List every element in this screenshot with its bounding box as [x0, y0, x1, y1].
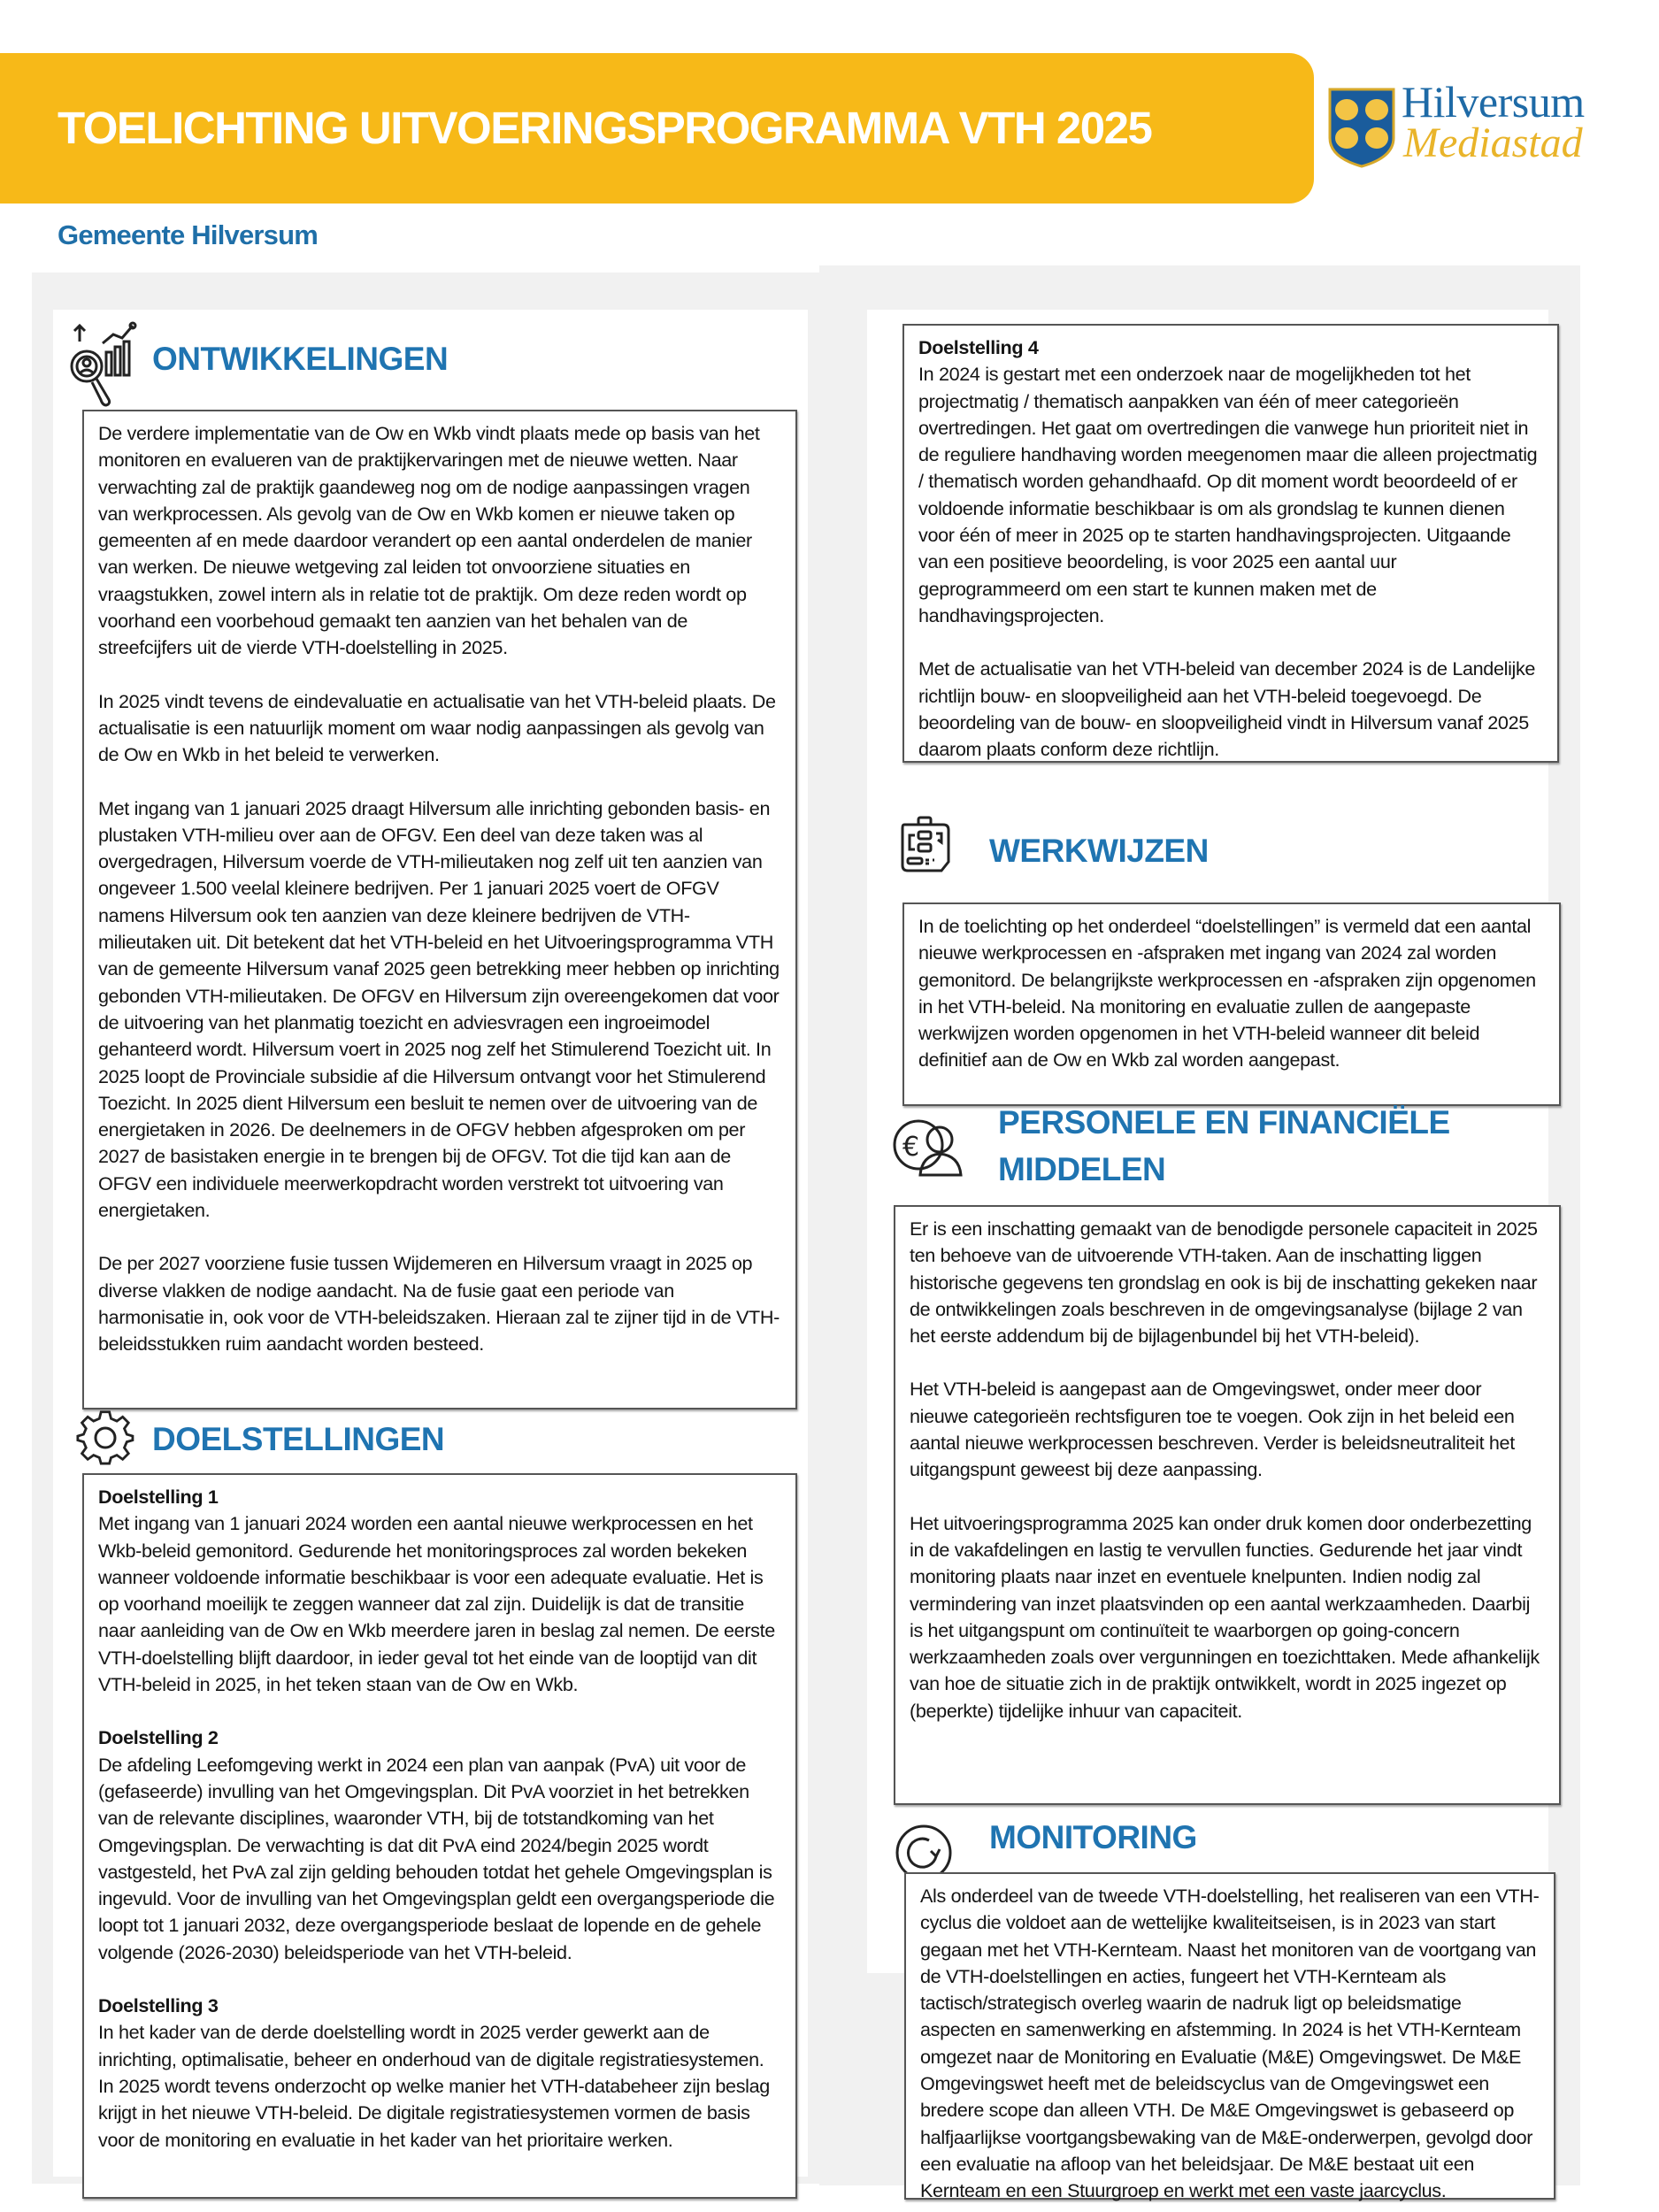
doelstelling-2-text: De afdeling Leefomgeving werkt in 2024 een plan van aanpak (PvA) uit voor de (gefaseerde) invulling van het Omgevingsplan. Dit PvA voorziet in het betrekken van de relevante disciplines, waaronder VTH, bij de totstandkoming van het Omgevingsplan. De verwachting is dat dit PvA eind 2024/begin 2025 wordt vastgesteld, het PvA zal zijn gelding behouden totdat het gehele Omgevingsplan is ingevuld. Voor de invulling van het Omgevingsplan geldt een overgangsperiode die loopt tot 1 januari 2032, deze overgangsperiode beslaat de lopende en de gehele volgende (2026-2030) beleidsperiode van het VTH-beleid.: [98, 1753, 775, 1963]
ontwikkelingen-paragraph-1: De verdere implementatie van de Ow en Wkb vindt plaats mede op basis van het monitoren en evalueren van de praktijkervaringen met de nieuwe wetten. Naar verwachting zal de praktijk gaandeweg nog om de nodige aanpassingen vragen van werkprocessen. Als gevolg van de Ow en Wkb komen er nieuwe taken op gemeenten af en mede daardoor verandert op een aantal onderdelen de manier van werken. De nieuwe wetgeving zal leiden tot onvoorziene situaties en vraagstukken, zowel intern als in relatie tot de praktijk. Om deze reden wordt op voorhand een voorbehoud gemaakt ten aanzien van het behalen van de streefcijfers uit de vierde VTH-doelstelling in 2025.: [98, 422, 760, 659]
section-heading-personele-line-2: MIDDELEN: [998, 1151, 1166, 1187]
doelstelling-2-label: Doelstelling 2: [98, 1726, 219, 1749]
section-heading-monitoring: MONITORING: [989, 1819, 1197, 1855]
section-heading-ontwikkelingen: ONTWIKKELINGEN: [152, 341, 449, 377]
euro-person-icon: [892, 1113, 966, 1180]
doelstellingen-textbox: [82, 1473, 797, 2199]
monitoring-text: Als onderdeel van de tweede VTH-doelstelling, het realiseren van een VTH-cyclus die voldoet aan de wettelijke kwaliteitseisen, is in 2023 van start gegaan met het VTH-Kernteam. Naast het monitoren van de voortgang van de VTH-doelstellingen en acties, fungeert het VTH-Kernteam als tactisch/strategisch overleg waarin de nadruk ligt op beleidsmatige aspecten en samenwerking en afstemming. In 2024 is het VTH-Kernteam omgezet naar de Monitoring en Evaluatie (M&E) Omgevingswet. De M&E Omgevingswet heeft met de beleidscyclus van de Omgevingswet een bredere scope dan alleen VTH. De M&E Omgevingswet is gebaseerd op halfjaarlijkse voortgangsbewaking van de M&E-onderwerpen, gevolgd door een evaluatie na afloop van het beleidsjaar. De M&E bestaat uit een Kernteam en een Stuurgroep en werkt met een vaste jaarcyclus.: [920, 1885, 1540, 2202]
personele-paragraph-2: Het VTH-beleid is aangepast aan de Omgevingswet, onder meer door nieuwe categorieën rechtsfiguren toe te voegen. Ook zijn in het beleid een aantal nieuwe werkprocessen beschreven. Verder is beleidsneutraliteit het uitgangspunt geweest bij deze aanpassing.: [910, 1378, 1515, 1481]
doelstelling-1-label: Doelstelling 1: [98, 1486, 219, 1508]
workflow-document-icon: [899, 816, 956, 872]
section-heading-werkwijzen: WERKWIJZEN: [989, 833, 1209, 869]
svg-text:€: €: [902, 1132, 920, 1163]
logo-text-mediastad: Mediastad: [1403, 119, 1583, 166]
doelstelling-4-text-2: Met de actualisatie van het VTH-beleid van december 2024 is de Landelijke richtlijn bouw- en sloopveiligheid aan het VTH-beleid toegevoegd. De beoordeling van de bouw- en sloopveiligheid vindt in Hilversum vanaf 2025 daarom plaats conform deze richtlijn.: [918, 657, 1536, 761]
gear-icon: [76, 1409, 134, 1467]
doelstelling-4-textbox: [902, 324, 1559, 763]
doelstelling-3-text: In het kader van de derde doelstelling wordt in 2025 verder gewerkt aan de inrichting, optimalisatie, beheer en onderhoud van de digitale registratiesystemen. In 2025 wordt tevens onderzocht op welke manier het VTH-databeheer zijn beslag krijgt in het nieuwe VTH-beleid. De digitale registratiesystemen vormen de basis voor de monitoring en evaluatie in het kader van het prioritaire werken.: [98, 2021, 770, 2151]
hilversum-logo: [1327, 77, 1628, 170]
doelstelling-3: [98, 1993, 781, 2154]
werkwijzen-text: In de toelichting op het onderdeel “doelstellingen” is vermeld dat een aantal nieuwe werkprocessen en -afspraken met ingang van 2024 zal worden gemonitord. De belangrijkste werkprocessen en -afspraken zijn opgenomen in het VTH-beleid. Na monitoring en evaluatie zullen de aangepaste werkwijzen worden opgenomen in het VTH-beleid wanneer dit beleid definitief aan de Ow en Wkb zal worden aangepast.: [918, 915, 1536, 1071]
header-banner: [0, 53, 1314, 204]
page-title: TOELICHTING UITVOERINGSPROGRAMMA VTH 2025: [58, 103, 1152, 153]
doelstelling-1-text: Met ingang van 1 januari 2024 worden een aantal nieuwe werkprocessen en het Wkb-beleid gemonitord. Gedurende het monitoringsproces zal worden bekeken wanneer voldoende informatie beschikbaar is voor een adequate evaluatie. Het is op voorhand moeilijk te zeggen wanneer dat zal zijn. Duidelijk is dat de transitie naar aanleiding van de Ow en Wkb meerdere jaren in beslag zal nemen. De eerste VTH-doelstelling blijft daardoor, in ieder geval tot het einde van de looptijd van dit VTH-beleid in 2025, in het teken staan van de Ow en Wkb.: [98, 1512, 775, 1696]
ontwikkelingen-textbox: [82, 410, 797, 1409]
doelstelling-1: [98, 1484, 781, 1698]
werkwijzen-textbox: [902, 902, 1561, 1106]
doelstelling-2: [98, 1724, 781, 1966]
coat-of-arms-shield-icon: [1327, 87, 1396, 168]
doelstelling-3-label: Doelstelling 3: [98, 1994, 219, 2017]
ontwikkelingen-paragraph-2: In 2025 vindt tevens de eindevaluatie en actualisatie van het VTH-beleid plaats. De actualisatie is een natuurlijk moment om waar nodig aanpassingen als gevolg van de Ow en Wkb in het beleid te verwerken.: [98, 689, 776, 766]
monitoring-textbox: [904, 1872, 1555, 2200]
doelstelling-4-text: In 2024 is gestart met een onderzoek naar de mogelijkheden tot het projectmatig / thematisch aanpakken van één of meer categorieën overtredingen. Het gaat om overtredingen die vanwege hun prioriteit niet in de reguliere handhaving worden meegenomen maar die alleen projectmatig / thematisch worden gehandhaafd. Op dit moment wordt beoordeeld of er voldoende informatie beschikbaar is om als grondslag te kunnen dienen voor één of meer in 2025 op te starten handhavingsprojecten. Uitgaande van een positieve beoordeling, is voor 2025 een aantal uur geprogrammeerd om een start te kunnen maken met de handhavingsprojecten.: [918, 363, 1538, 626]
personele-paragraph-3: Het uitvoeringsprogramma 2025 kan onder druk komen door onderbezetting in de vakafdelingen en lastig te vervullen functies. Gedurende het jaar vindt monitoring plaats naar inzet en eventuele knelpunten. Indien nodig zal vermindering van inzet plaatsvinden op een aantal werkzaamheden. Daarbij is het uitgangspunt om continuïteit te waarborgen op going-concern werkzaamheden zoals over vergunningen en toezichttaken. Mede afhankelijk van hoe de situatie zich in de praktijk ontwikkelt, wordt in 2025 ingezet op (beperkte) tijdelijke inhuur van capaciteit.: [910, 1511, 1540, 1722]
doelstelling-4-label: Doelstelling 4: [918, 336, 1039, 358]
logo-text-hilversum: Hilversum: [1402, 77, 1585, 127]
personele-paragraph-1: Er is een inschatting gemaakt van de benodigde personele capaciteit in 2025 ten behoeve van de uitvoerende VTH-taken. Aan de inschatting liggen historische gegevens ten grondslag en ook is bij de inschatting gekeken naar de ontwikkelingen zoals beschreven in de omgevingsanalyse (bijlage 2 van het eerste addendum bij de bijlagenbundel bij het VTH-beleid).: [910, 1217, 1538, 1348]
magnifier-chart-icon: [67, 320, 138, 409]
ontwikkelingen-paragraph-4: De per 2027 voorziene fusie tussen Wijdemeren en Hilversum vraagt in 2025 op diverse vlakken de nodige aandacht. Na de fusie gaat een periode van harmonisatie in, ook voor de VTH-beleidszaken. Hieraan zal te zijner tijd in de VTH-beleidsstukken ruim aandacht worden besteed.: [98, 1252, 780, 1356]
section-heading-personele-line-1: PERSONELE EN FINANCIËLE: [998, 1104, 1450, 1141]
personele-textbox: [894, 1205, 1561, 1805]
organization-subtitle: Gemeente Hilversum: [58, 219, 319, 250]
section-heading-doelstellingen: DOELSTELLINGEN: [152, 1421, 445, 1457]
ontwikkelingen-paragraph-3: Met ingang van 1 januari 2025 draagt Hilversum alle inrichting gebonden basis- en plustaken VTH-milieu over aan de OFGV. Een deel van deze taken was al overgedragen, Hilversum voerde de VTH-milieutaken nog zelf uit ten aanzien van ongeveer 1.500 veelal kleinere bedrijven. Per 1 januari 2025 voert de OFGV namens Hilversum ook ten aanzien van deze kleinere bedrijven de VTH-milieutaken uit. Dit betekent dat het VTH-beleid en het Uitvoeringsprogramma VTH van de gemeente Hilversum vanaf 2025 geen betrekking meer hebben op inrichting gebonden VTH-milieutaken. De OFGV en Hilversum zijn overeengekomen dat voor de uitvoering van het planmatig toezicht en adviesvragen een ingroeimodel gehanteerd wordt. Hilversum voert in 2025 nog zelf het Stimulerend Toezicht uit. In 2025 loopt de Provinciale subsidie af die Hilversum ontvangt voor het Stimulerend Toezicht. In 2025 dient Hilversum een besluit te nemen over de uitvoering van de energietaken in 2026. De deelnemers in de OFGV hebben afgesproken om per 2027 de basistaken energie in te brengen bij de OFGV. Tot die tijd kan aan de OFGV een individuele meerwerkopdracht worden verstrekt tot uitvoering van energietaken.: [98, 796, 780, 1222]
